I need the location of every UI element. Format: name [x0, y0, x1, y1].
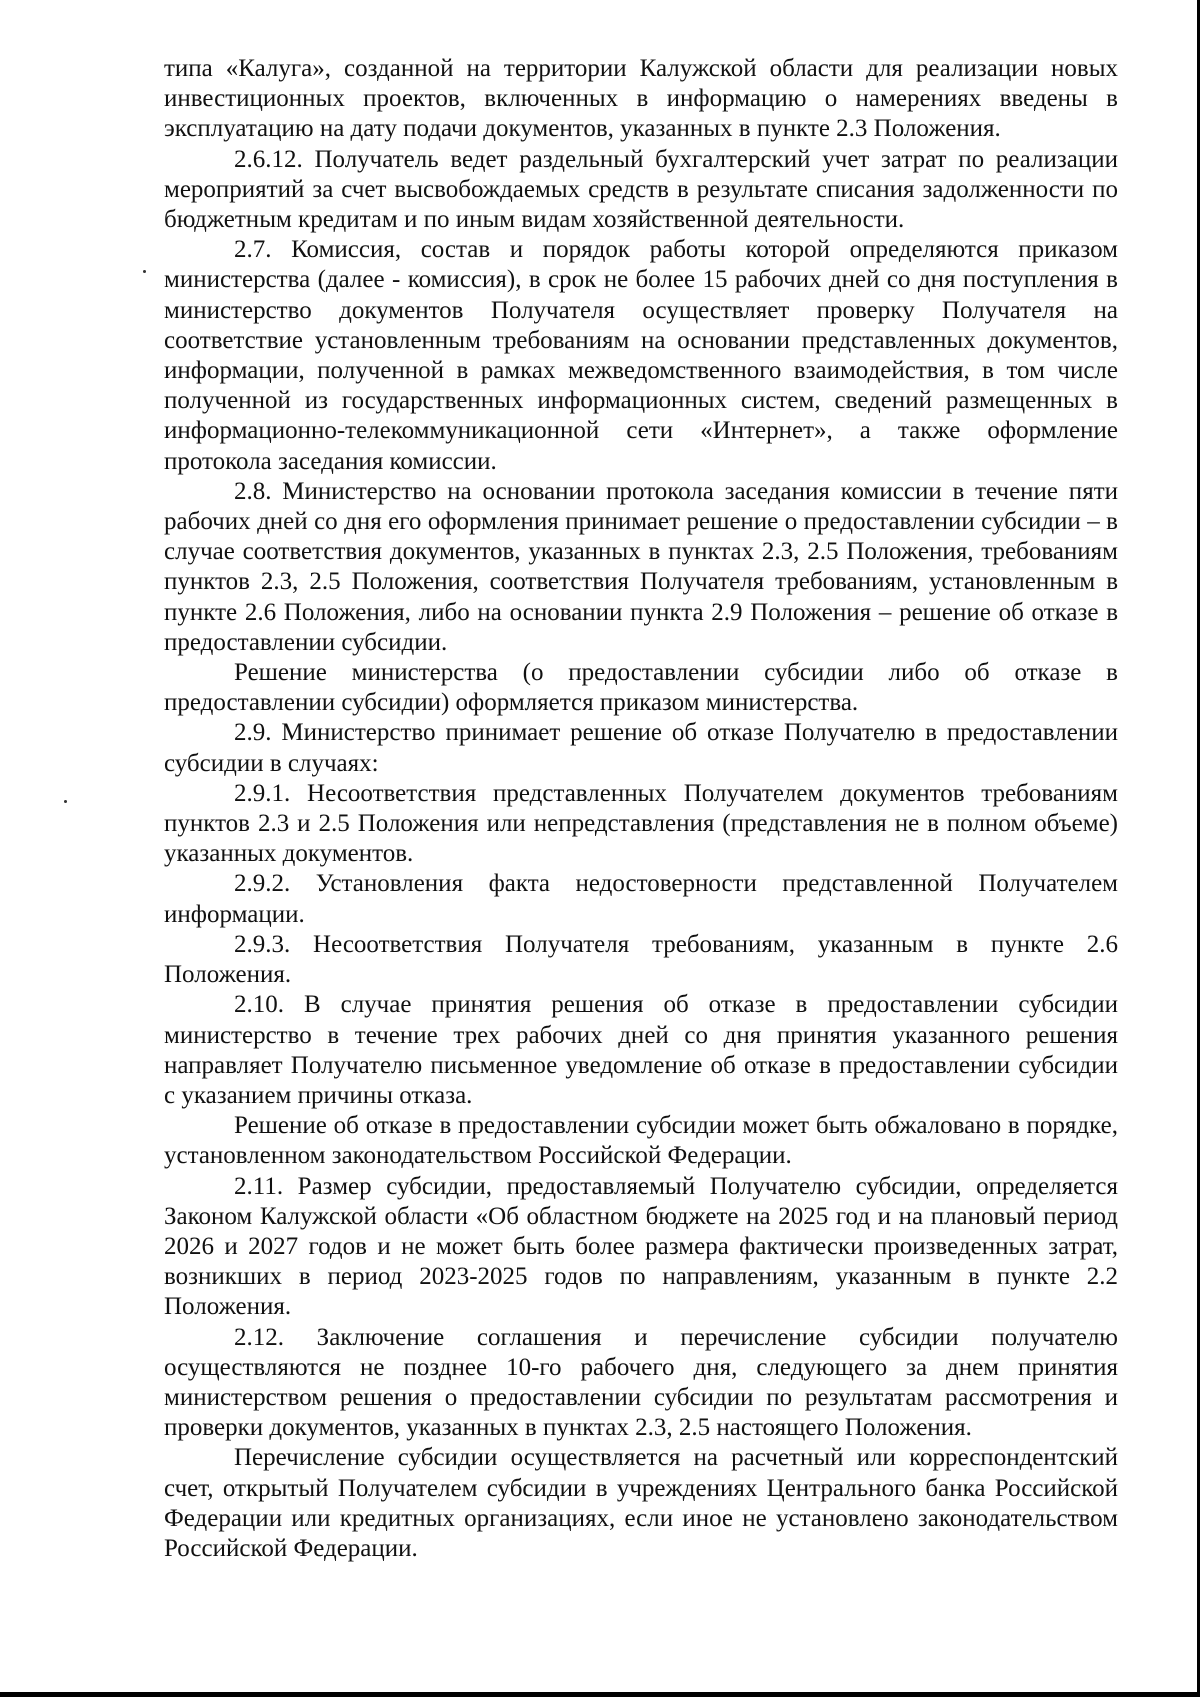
- scan-speck: [143, 270, 146, 273]
- document-body: [164, 54, 1118, 1564]
- paragraph-2-9: 2.9. Министерство принимает решение об отказе Получателю в предоставлении субсидии в случаях:: [164, 719, 1118, 777]
- paragraph-2-9-1: 2.9.1. Несоответствия представленных Получателем документов требованиям пунктов 2.3 и 2.5 Положения или непредставления (представления не в полном объеме) указанных документов.: [164, 779, 1118, 868]
- scan-edge-bottom: [0, 1692, 1200, 1697]
- paragraph-2-10: 2.10. В случае принятия решения об отказе в предоставлении субсидии министерство в течение трех рабочих дней со дня принятия указанного решения направляет Получателю письменное уведомление об отказе в предоставлении субсидии с указанием причины отказа.: [164, 991, 1118, 1109]
- paragraph-2-9-3: 2.9.3. Несоответствия Получателя требованиям, указанным в пункте 2.6 Положения.: [164, 930, 1118, 989]
- paragraph-2-12: 2.12. Заключение соглашения и перечисление субсидии получателю осуществляются не позднее 10-го рабочего дня, следующего за днем принятия министерством решения о предоставлении субсидии по результатам рассмотрения и проверки документов, указанных в пунктах 2.3, 2.5 настоящего Положения.: [164, 1323, 1118, 1442]
- paragraph-continuation: типа «Калуга», созданной на территории Калужской области для реализации новых инвестиционных проектов, включенных в информацию о намерениях введены в эксплуатацию на дату подачи документов, указанных в пункте 2.3 Положения.: [164, 55, 1118, 143]
- paragraph-2-8: 2.8. Министерство на основании протокола заседания комиссии в течение пяти рабочих дней со дня его оформления принимает решение о предоставлении субсидии – в случае соответствия документов, указанных в пунктах 2.3, 2.5 Положения, требованиям пунктов 2.3, 2.5 Положения, соответствия Получателя требованиям, установленным в пункте 2.6 Положения, либо на основании пункта 2.9 Положения – решение об отказе в предоставлении субсидии.: [164, 477, 1118, 656]
- paragraph-2-9-2: 2.9.2. Установления факта недостоверности представленной Получателем информации.: [164, 870, 1118, 928]
- paragraph-transfer: Перечисление субсидии осуществляется на расчетный или корреспондентский счет, открытый Получателем субсидии в учреждениях Центрального банка Российской Федерации или кредитных организациях, если иное не установлено законодательством Российской Федерации.: [164, 1444, 1118, 1562]
- paragraph-decision: Решение министерства (о предоставлении субсидии либо об отказе в предоставлении субсидии) оформляется приказом министерства.: [164, 659, 1118, 717]
- scan-speck: [64, 800, 67, 803]
- paragraph-2-7: 2.7. Комиссия, состав и порядок работы которой определяются приказом министерства (далее - комиссия), в срок не более 15 рабочих дней со дня поступления в министерство документов Получателя осуществляет проверку Получателя на соответствие установленным требованиям на основании представленных документов, информации, полученной в рамках межведомственного взаимодействия, в том числе полученной из государственных информационных систем, сведений размещенных в информационно-телекоммуникационной сети «Интернет», а также оформление протокола заседания комиссии.: [164, 236, 1118, 475]
- paragraph-appeal: Решение об отказе в предоставлении субсидии может быть обжаловано в порядке, установленном законодательством Российской Федерации.: [164, 1112, 1118, 1170]
- paragraph-2-6-12: 2.6.12. Получатель ведет раздельный бухгалтерский учет затрат по реализации мероприятий за счет высвобождаемых средств в результате списания задолженности по бюджетным кредитам и по иным видам хозяйственной деятельности.: [164, 145, 1118, 234]
- paragraph-2-11: 2.11. Размер субсидии, предоставляемый Получателю субсидии, определяется Законом Калужской области «Об областном бюджете на 2025 год и на плановый период 2026 и 2027 годов и не может быть более размера фактически произведенных затрат, возникших в период 2023-2025 годов по направлениям, указанным в пункте 2.2 Положения.: [164, 1172, 1118, 1321]
